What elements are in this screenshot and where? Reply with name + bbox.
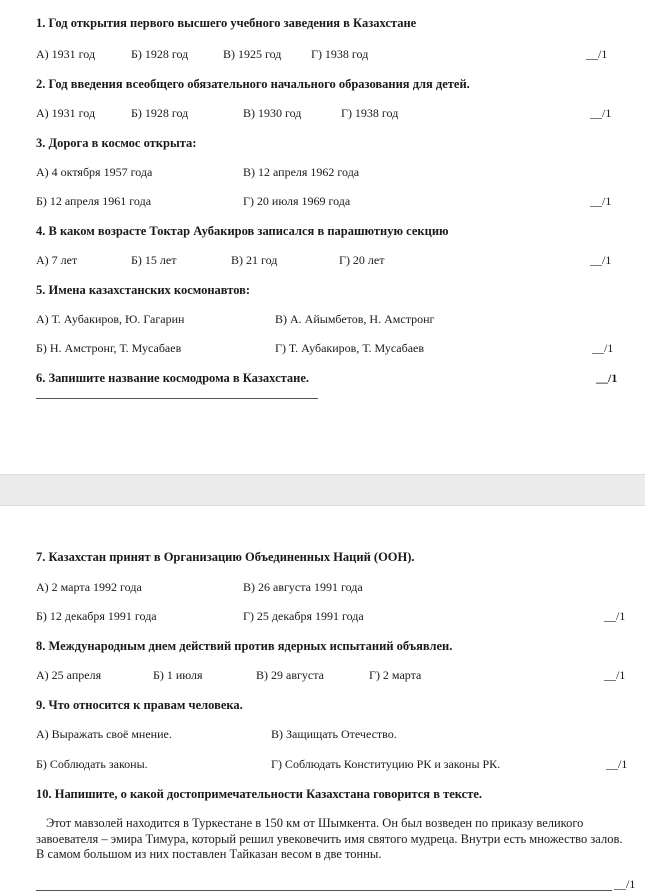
q2-score: __/1 [590, 106, 612, 120]
q5-option-c[interactable]: В) А. Айымбетов, Н. Амстронг [275, 312, 435, 326]
q8-option-d[interactable]: Г) 2 марта [369, 668, 422, 682]
question-8-title: 8. Международным днем действий против ядерных испытаний объявлен. [36, 639, 453, 653]
q2-option-d[interactable]: Г) 1938 год [341, 106, 399, 120]
question-9-title: 9. Что относится к правам человека. [36, 698, 243, 712]
question-6-title: 6. Запишите название космодрома в Казахстане. [36, 371, 310, 385]
q9-option-b[interactable]: Б) Соблюдать законы. [36, 757, 148, 771]
q8-score: __/1 [604, 668, 626, 682]
q10-answer-line[interactable] [36, 890, 612, 891]
q6-answer-line[interactable] [36, 398, 318, 399]
q7-option-d[interactable]: Г) 25 декабря 1991 года [243, 609, 364, 623]
q1-option-d[interactable]: Г) 1938 год [311, 47, 369, 61]
q3-option-d[interactable]: Г) 20 июля 1969 года [243, 194, 351, 208]
q10-score: __/1 [614, 877, 636, 891]
question-2-title: 2. Год введения всеобщего обязательного начального образования для детей. [36, 77, 470, 91]
q8-option-c[interactable]: В) 29 августа [256, 668, 324, 682]
q4-option-d[interactable]: Г) 20 лет [339, 253, 385, 267]
q1-option-a[interactable]: А) 1931 год [36, 47, 96, 61]
q9-option-c[interactable]: В) Защищать Отечество. [271, 727, 397, 741]
q8-option-b[interactable]: Б) 1 июля [153, 668, 203, 682]
q2-option-c[interactable]: В) 1930 год [243, 106, 302, 120]
question-10-title: 10. Напишите, о какой достопримечательности Казахстана говорится в тексте. [36, 787, 483, 801]
q1-score: __/1 [586, 47, 608, 61]
q7-option-a[interactable]: А) 2 марта 1992 года [36, 580, 142, 594]
q7-option-c[interactable]: В) 26 августа 1991 года [243, 580, 363, 594]
q2-option-b[interactable]: Б) 1928 год [131, 106, 189, 120]
q5-option-d[interactable]: Г) Т. Аубакиров, Т. Мусабаев [275, 341, 425, 355]
q9-option-d[interactable]: Г) Соблюдать Конституцию РК и законы РК. [271, 757, 501, 771]
q5-option-a[interactable]: А) Т. Аубакиров, Ю. Гагарин [36, 312, 185, 326]
question-1-title: 1. Год открытия первого высшего учебного заведения в Казахстане [36, 16, 417, 30]
q9-score: __/1 [606, 757, 628, 771]
q7-score: __/1 [604, 609, 626, 623]
q3-option-b[interactable]: Б) 12 апреля 1961 года [36, 194, 152, 208]
q1-option-b[interactable]: Б) 1928 год [131, 47, 189, 61]
question-5-title: 5. Имена казахстанских космонавтов: [36, 283, 251, 297]
question-4-title: 4. В каком возрасте Токтар Аубакиров записался в парашютную секцию [36, 224, 449, 238]
q9-option-a[interactable]: А) Выражать своё мнение. [36, 727, 172, 741]
q5-score: __/1 [592, 341, 614, 355]
q7-option-b[interactable]: Б) 12 декабря 1991 года [36, 609, 157, 623]
q4-score: __/1 [590, 253, 612, 267]
q3-option-c[interactable]: В) 12 апреля 1962 года [243, 165, 360, 179]
q4-option-b[interactable]: Б) 15 лет [131, 253, 177, 267]
q5-option-b[interactable]: Б) Н. Амстронг, Т. Мусабаев [36, 341, 182, 355]
q4-option-a[interactable]: А) 7 лет [36, 253, 78, 267]
q3-option-a[interactable]: А) 4 октября 1957 года [36, 165, 153, 179]
q4-option-c[interactable]: В) 21 год [231, 253, 278, 267]
q6-score: __/1 [596, 371, 618, 385]
question-7-title: 7. Казахстан принят в Организацию Объединенных Наций (ООН). [36, 550, 415, 564]
q8-option-a[interactable]: А) 25 апреля [36, 668, 102, 682]
worksheet-page-2 [0, 506, 645, 896]
q1-option-c[interactable]: В) 1925 год [223, 47, 282, 61]
q10-passage: Этот мавзолей находится в Туркестане в 150 км от Шымкента. Он был возведен по приказу великого завоевателя – эмира Тимура, который решил увековечить имя святого мудреца. Внутри есть множество залов. В самом большом из них поставлен Тайказан весом в две тонны. [36, 816, 623, 861]
q3-score: __/1 [590, 194, 612, 208]
page-gap [0, 474, 645, 506]
q2-option-a[interactable]: А) 1931 год [36, 106, 96, 120]
question-3-title: 3. Дорога в космос открыта: [36, 136, 197, 150]
